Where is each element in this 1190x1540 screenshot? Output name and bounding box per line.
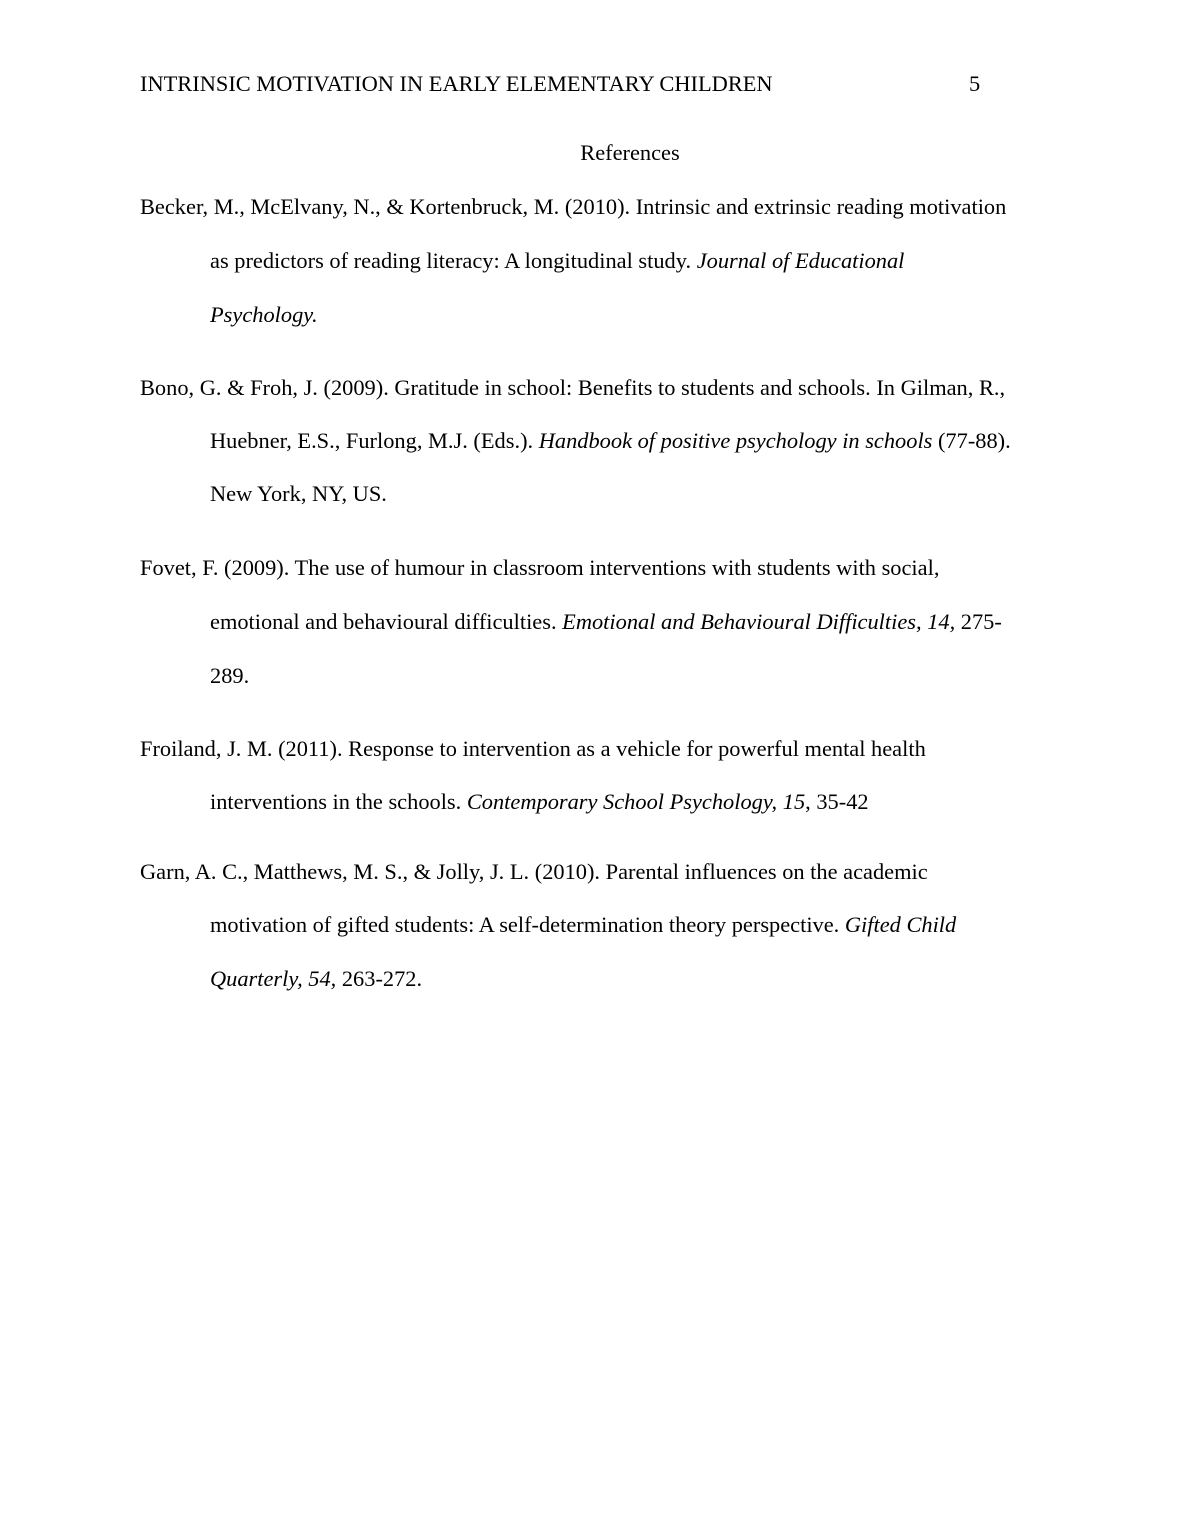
reference-line: Bono, G. & Froh, J. (2009). Gratitude in school: Benefits to students and schools. In Gilman, R., <box>140 375 1006 400</box>
reference-line: Huebner, E.S., Furlong, M.J. (Eds.). Handbook of positive psychology in schools (77-88). <box>210 428 1011 453</box>
journal-title: Gifted Child <box>844 912 957 937</box>
reference-line: Froiland, J. M. (2011). Response to intervention as a vehicle for powerful mental health <box>140 736 926 761</box>
reference-line: interventions in the schools. Contemporary School Psychology, 15, 35-42 <box>210 789 869 814</box>
journal-title: Journal of Educational <box>696 248 905 273</box>
running-head: INTRINSIC MOTIVATION IN EARLY ELEMENTARY CHILDREN <box>140 71 773 96</box>
book-title: Handbook of positive psychology in schools <box>538 428 933 453</box>
journal-title: Quarterly, 54, <box>210 966 337 991</box>
reference-line: Quarterly, 54, 263-272. <box>210 966 423 991</box>
reference-line: emotional and behavioural difficulties. Emotional and Behavioural Difficulties, 14, 275- <box>210 609 1002 634</box>
journal-title: Contemporary School Psychology, 15 <box>466 789 806 814</box>
page-number: 5 <box>969 71 981 96</box>
reference-line: as predictors of reading literacy: A longitudinal study. Journal of Educational <box>210 248 905 273</box>
journal-title: Emotional and Behavioural Difficulties, 14, <box>562 609 956 634</box>
reference-line: motivation of gifted students: A self-determination theory perspective. Gifted Child <box>210 912 957 937</box>
reference-line: Fovet, F. (2009). The use of humour in classroom interventions with students with social, <box>140 555 940 580</box>
reference-line: 289. <box>210 663 250 688</box>
reference-line: Becker, M., McElvany, N., & Kortenbruck, M. (2010). Intrinsic and extrinsic reading motivation <box>140 194 1007 219</box>
reference-line <box>210 301 318 329</box>
reference-line: Garn, A. C., Matthews, M. S., & Jolly, J. L. (2010). Parental influences on the academic <box>140 859 928 884</box>
references-heading: References <box>580 140 680 165</box>
reference-line: New York, NY, US. <box>210 481 387 506</box>
journal-title: Psychology. <box>210 302 318 327</box>
